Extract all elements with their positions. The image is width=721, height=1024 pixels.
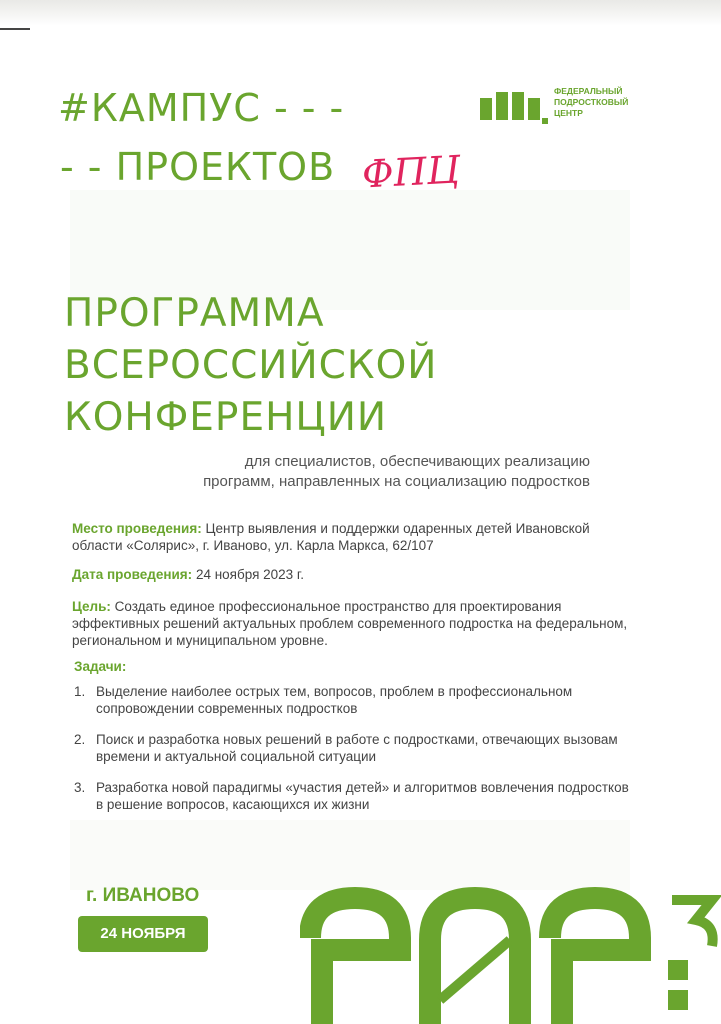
page-title xyxy=(64,288,437,444)
task-item xyxy=(74,731,634,765)
tasks-title: Задачи: xyxy=(74,659,127,674)
logo-line: ЦЕНТР xyxy=(554,108,583,118)
fpc-logo-icon xyxy=(480,88,548,128)
goal-label: Цель: xyxy=(72,599,111,614)
venue-text: Центр выявления и поддержки одаренных детей Ивановской области «Солярис», г. Иваново, ул. Карла Маркса, 62/107 xyxy=(72,521,590,553)
corner-mark xyxy=(0,28,30,30)
page-subtitle xyxy=(0,452,590,492)
task-text: Поиск и разработка новых решений в работе с подростками, отвечающих вызовам времени и актуальной социальной ситуации xyxy=(96,732,618,764)
scan-edge xyxy=(0,0,721,26)
task-text: Выделение наиболее острых тем, вопросов, проблем в профессиональном сопровождении современных подростков xyxy=(96,684,573,716)
title-line: ВСЕРОССИЙСКОЙ xyxy=(64,343,438,388)
date-label: Дата проведения: xyxy=(72,567,193,582)
venue-paragraph xyxy=(72,520,632,554)
campus-heading-line1: #КАМПУС - - - xyxy=(58,86,345,130)
date-paragraph xyxy=(72,566,632,583)
subtitle-line: программ, направленных на социализацию подростков xyxy=(203,473,590,490)
fpc-logo-text xyxy=(554,86,644,119)
task-number: 2. xyxy=(74,732,86,747)
venue-label: Место проведения: xyxy=(72,521,202,536)
fpc-logo xyxy=(480,84,640,134)
logo-line: ПОДРОСТКОВЫЙ xyxy=(554,97,629,107)
campus-heading-line2: - - ПРОЕКТОВ xyxy=(60,145,336,189)
task-item xyxy=(74,683,634,717)
goal-paragraph xyxy=(72,598,632,649)
year-2023-art xyxy=(300,880,721,1024)
task-number: 3. xyxy=(74,780,86,795)
handwritten-note: ФПЦ xyxy=(360,147,461,197)
tasks-list xyxy=(74,683,634,827)
title-line: ПРОГРАММА xyxy=(64,291,325,336)
goal-text: Создать единое профессиональное пространство для проектирования эффективных решений актуальных проблем современного подростка на федеральном, региональном и муниципальном уровне. xyxy=(72,599,628,648)
city-label: г. ИВАНОВО xyxy=(86,885,200,906)
subtitle-line: для специалистов, обеспечивающих реализацию xyxy=(244,453,590,470)
task-text: Разработка новой парадигмы «участия детей» и алгоритмов вовлечения подростков в решение вопросов, касающихся их жизни xyxy=(96,780,629,812)
date-text: 24 ноября 2023 г. xyxy=(192,567,304,582)
date-badge: 24 НОЯБРЯ xyxy=(78,916,208,952)
task-item xyxy=(74,779,634,813)
task-number: 1. xyxy=(74,684,86,699)
title-line: КОНФЕРЕНЦИИ xyxy=(64,395,388,440)
logo-line: ФЕДЕРАЛЬНЫЙ xyxy=(554,86,623,96)
